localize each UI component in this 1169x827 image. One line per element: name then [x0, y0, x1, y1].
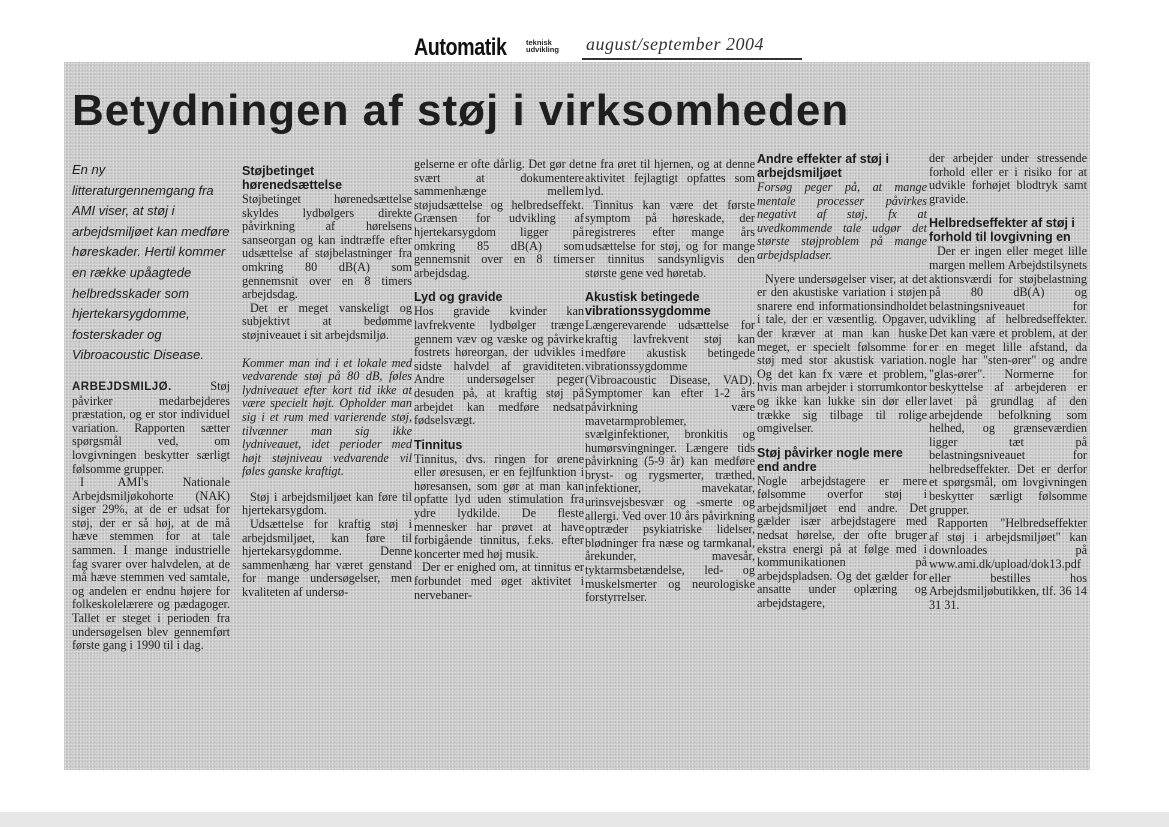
paragraph: I AMI's Nationale Arbejdsmiljøkohorte (NAK) siger 29%, at de er udsat for støj, der er så høj, at de må hæve stemmen for at tale sammen. I mange industrielle fag svarer over halvdelen, at de må hæve stemmen ved samtale, og andelen er endnu højere for folkeskolelærere og pædagoger. Tallet er steget i perioden fra undersøgelsen blev gennemført første gang i 1990 til i dag. — [72, 475, 230, 653]
column-1 — [72, 160, 230, 653]
paragraph: Det er meget vanskeligt og subjektivt at bedømme støjniveauet i sit arbejdsmiljø. — [242, 300, 412, 342]
subheading: Støjbetinget hørenedsættelse — [242, 164, 343, 192]
paragraph: Der er ingen eller meget lille margen mellem Arbejdstilsynets aktionsværdi for støjbelastning på 80 dB(A) og belastningsniveauet for udvikling af helbredseffekter. Det kan være et problem, at der er en meget lille afstand, da nogle har "sten-ører" og andre "glas-ører". Normerne for beskyttelse af arbejderen er lavet på grundlag af den arbejdende befolkning som helhed, og grænseværdien ligger tæt på belastningsniveauet for helbredseffekter. Det er derfor et spørgsmål, om lovgivningen beskytter særligt følsomme grupper. — [929, 244, 1087, 517]
issue-underline — [582, 58, 802, 60]
article-clipping — [64, 62, 1090, 770]
paragraph-text: Støj påvirker medarbejderes præstation, og er stor individuel variation. Rapporten sætter spørgsmål ved, om lovgivningen beskytter særligt følsomme grupper. — [72, 378, 230, 476]
magazine-brand: Automatik — [414, 34, 507, 61]
paragraph: Udsættelse for kraftig støj i arbejdsmiljøet, kan føre til hjertekarsygdomme. Denne sammenhæng har været genstand for mange undersøgelser, men kvaliteten af undersø- — [242, 517, 412, 600]
subheading: Tinnitus — [414, 437, 463, 452]
issue-date: august/september 2004 — [586, 34, 764, 54]
paragraph: Støj i arbejdsmiljøet kan føre til hjertekarsygdom. — [242, 489, 412, 518]
subheading: Andre effekter af støj i arbejdsmiljøet — [757, 152, 889, 180]
paragraph: ne fra øret til hjernen, og at denne aktivitet fejlagtigt opfattes som lyd. — [585, 158, 755, 199]
run-in-head: ARBEJDSMILJØ. — [72, 380, 172, 393]
paragraph: Rapporten "Helbredseffekter af støj i arbejdsmiljøet" kan downloades på www.ami.dk/upload/dok13.pdf eller bestilles hos Arbejdsmiljøbutikken, tlf. 36 14 31 31. — [929, 516, 1087, 612]
pull-quote: Forsøg peger på, at mange mentale processer påvirkes negativt af støj, fx at uvedkommende tale udgør det største støjproblem på mange arbejdspladser. — [757, 180, 927, 262]
brand-subtitle: teknisk udvikling — [526, 38, 559, 54]
column-2 — [242, 164, 412, 600]
column-5 — [757, 152, 927, 611]
paragraph: Nogle arbejdstagere er mere følsomme overfor støj i arbejdsmiljøet end andre. Det gælder især arbejdstagere med nedsat hørelse, der ofte bruger ekstra energi på at følge med i kommunikationen på arbejdspladsen. Og det gælder for ansatte under oplæring og arbejdstagere, — [757, 473, 927, 611]
pull-quote: Kommer man ind i et lokale med vedvarende støj på 80 dB, føles lydniveauet efter kort tid ikke at være specielt højt. Opholder man sig i et rum med varierende støj, tilvænner man sig ikke lydniveauet, idet perioder med højt støjniveau vedvarende vil føles ganske kraftigt. — [242, 355, 412, 479]
paragraph: Længerevarende udsættelse for kraftig lavfrekvent støj kan medføre akustisk betingede vibrationssygdomme (Vibroacoustic Disease, VAD). Symptomer kan efter 1-2 års påvirkning være mavetarmproblemer, svælginfektioner, bronkitis og humørsvingninger. Længere tids påvirkning (5-9 år) kan medføre bryst- og rygsmerter, træthed, infektioner, mavekatar, urinsvejsbesvær og -smerte og allergi. Ved over 10 års påvirkning optræder psykiatriske lidelser, blødninger fra næse og tarmkanal, årekunder, mavesår, tyktarmsbetændelse, led- og muskelsmerter og neurologiske forstyrrelser. — [585, 318, 755, 605]
paragraph — [72, 380, 230, 476]
scanner-bottom-band — [0, 812, 1169, 827]
paragraph: Nyere undersøgelser viser, at det er den akustiske variation i støjen snarere end informationsindholdet i tale, der er væsentlig. Opgaver, der kræver at man kan huske meget, er specielt følsomme for støj med stor akustisk variation. Og det kan fx være et problem, hvis man arbejder i storrumkontor og ikke kan lukke sin dør eller trække sig tilbage til rolige omgivelser. — [757, 271, 927, 436]
subheading: Støj påvirker nogle mere end andre — [757, 445, 903, 474]
paragraph: Støjbetinget hørenedsættelse skyldes lydbølgers direkte påvirkning af hørelsens sanseorgan og kan indtræffe efter udsættelse af støjbelastninger fra omkring 80 dB(A) som gennemsnit over en 8 timers arbejdsdag. — [242, 192, 412, 302]
column-6 — [929, 152, 1087, 612]
subheading: Akustisk betingede vibrationssygdomme — [585, 290, 711, 319]
article-lead: En ny litteraturgennemgang fra AMI viser, at støj i arbejdsmiljøet kan medføre høreskader. Hertil kommer en række upåagtede helbredsskader som hjertekarsygdomme, fosterskader og Vibroacoustic Disease. — [72, 162, 230, 363]
article-headline: Betydningen af støj i virksomheden — [72, 86, 850, 135]
column-4 — [585, 158, 755, 605]
magazine-masthead — [414, 30, 804, 64]
subheading: Helbredseffekter af støj i forhold til lovgivning en — [929, 216, 1075, 245]
paragraph: Tinnitus, dvs. ringen for ørene eller øresusen, er en fejlfunktion i høresansen, som gør at man kan opfatte lyd uden stimulation fra ydre lydkilde. De fleste mennesker har prøvet at have forbigående tinnitus, f.eks. efter koncerter med høj musik. — [414, 451, 584, 561]
subheading: Lyd og gravide — [414, 290, 503, 305]
paragraph: der arbejder under stressende forhold eller er i risiko for at udvikle forhøjet blodtryk samt gravide. — [929, 152, 1087, 206]
paragraph: Hos gravide kvinder kan lavfrekvente lydbølger trænge gennem væv og væske og påvirke fostrets høreorgan, der udvikles i sidste halvdel af graviditeten. Andre undersøgelser peger desuden på, at kraftig støj på arbejdet kan medføre nedsat fødselsvægt. — [414, 304, 584, 428]
paragraph: Tinnitus kan være det første symptom på høreskade, der registreres efter mange års udsættelse for støj, og for mange er tinnitus sandsynligvis den største gene ved høretab. — [585, 197, 755, 280]
paragraph: Der er enighed om, at tinnitus er forbundet med øget aktivitet i nervebaner- — [414, 560, 584, 602]
column-3 — [414, 158, 584, 602]
paragraph: gelserne er ofte dårlig. Det gør det svært at dokumentere sammenhænge mellem støjudsættelse og helbredseffekt. Grænsen for udvikling af hjertekarsygdom ligger på omkring 85 dB(A) som gennemsnit over en 8 timers arbejdsdag. — [414, 158, 584, 280]
